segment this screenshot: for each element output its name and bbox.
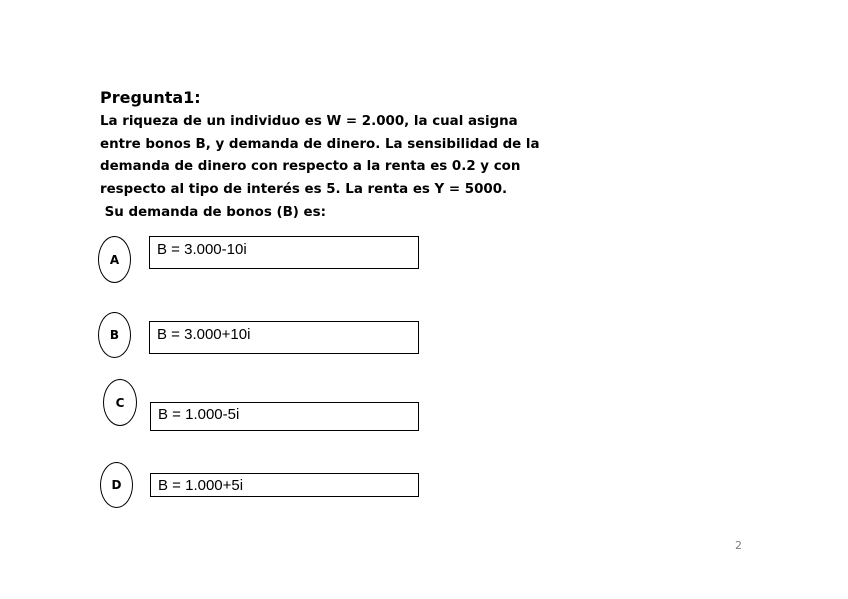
option-a-answer[interactable]: B = 3.000-10i [149, 236, 419, 269]
question-text [100, 111, 540, 225]
option-a-letter[interactable]: A [98, 236, 131, 283]
option-d-letter[interactable]: D [100, 462, 133, 508]
option-c-answer[interactable]: B = 1.000-5i [150, 402, 419, 431]
option-b-letter[interactable]: B [98, 312, 131, 358]
question-title: Pregunta1: [100, 88, 201, 107]
question-line: La riqueza de un individuo es W = 2.000, la cual asigna [100, 114, 518, 129]
option-c-letter[interactable]: C [103, 379, 137, 426]
question-line: respecto al tipo de interés es 5. La renta es Y = 5000. [100, 182, 508, 198]
page-number: 2 [735, 539, 742, 552]
question-line: Su demanda de bonos (B) es: [100, 204, 326, 220]
question-line: entre bonos B, y demanda de dinero. La sensibilidad de la [100, 136, 540, 152]
option-d-answer[interactable]: B = 1.000+5i [150, 473, 419, 497]
option-b-answer[interactable]: B = 3.000+10i [149, 321, 419, 354]
question-line: demanda de dinero con respecto a la renta es 0.2 y con [100, 159, 521, 175]
